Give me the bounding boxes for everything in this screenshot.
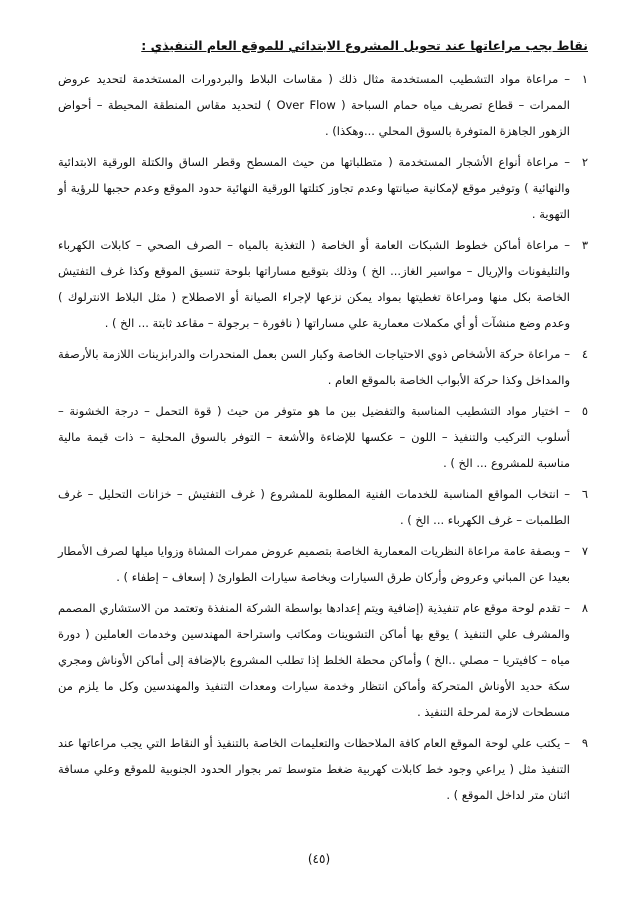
item-text: – مراعاة مواد التشطيب المستخدمة مثال ذلك ( مقاسات البلاط والبردورات المستخدمة لتحديد عروض الممرات – قطاع تصريف مياه حمام السباحة ( Over Flow ) لتحديد مقاس المنطقة المحيطة – أحواض الزهور الجاهزة المتوفرة بالسوق المحلي ...وهكذا) . bbox=[58, 72, 570, 138]
item-text: – وبصفة عامة مراعاة النظريات المعمارية الخاصة بتصميم عروض ممرات المشاة وزوايا ميلها لصرف الأمطار بعيدا عن المباني وعروض وأركان طرق السيارات وبخاصة سيارات الطوارئ ( إسعاف – إطفاء ) . bbox=[58, 544, 570, 584]
list-item bbox=[58, 232, 588, 336]
item-text: – مراعاة حركة الأشخاص ذوي الاحتياجات الخاصة وكبار السن بعمل المنحدرات والدرابزينات اللازمة بالأرصفة والمداخل وكذا حركة الأبواب الخاصة بالموقع العام . bbox=[58, 347, 570, 387]
list-item bbox=[58, 149, 588, 227]
item-number: ٩ bbox=[581, 736, 588, 750]
list-item bbox=[58, 341, 588, 393]
item-text: – تقدم لوحة موقع عام تنفيذية (إضافية ويتم إعدادها بواسطة الشركة المنفذة وتعتمد من الاستشاري المصمم والمشرف علي التنفيذ ) يوقع بها أماكن التشوينات ومكاتب واستراحة المهندسين وخدمات العاملين ( دورة مياه – كافيتريا – مصلي ..الخ ) وأماكن محطة الخلط إذا تطلب المشروع بالإضافة إلى أماكن الأوناش ومجري سكة حديد الأوناش المتحركة وأماكن انتظار وخدمة سيارات ومعدات التنفيذ والمهندسين وكل ما يلزم من مسطحات لازمة لمرحلة التنفيذ . bbox=[58, 601, 570, 719]
item-text: – مراعاة أنواع الأشجار المستخدمة ( متطلباتها من حيث المسطح وقطر الساق والكتلة الورقية الابتدائية والنهائية ) وتوفير موقع لإمكانية صيانتها وعدم تجاوز كتلتها الورقية النهائية حدود الموقع وعدم حجبها للرؤية أو التهوية . bbox=[58, 155, 570, 221]
list-item bbox=[58, 398, 588, 476]
list-item bbox=[58, 730, 588, 808]
document-page bbox=[58, 36, 588, 813]
item-text: – مراعاة أماكن خطوط الشبكات العامة أو الخاصة ( التغذية بالمياه – الصرف الصحي – كابلات الكهرباء والتليفونات والإريال – مواسير الغاز... الخ ) وذلك بتوقيع مساراتها بلوحة تنسيق الموقع وكذا غرف التفتيش الخاصة بكل منها ومراعاة تغطيتها بمواد يمكن نزعها لإجراء الصيانة أو الاصطلاح ( مثل البلاط الانترلوك ) وعدم وضع منشآت أو أي مكملات معمارية علي مساراتها ( نافورة – برجولة – مقاعد ثابتة ... الخ ) . bbox=[58, 238, 570, 330]
item-number: ١ bbox=[581, 72, 588, 86]
page-number: (٤٥) bbox=[307, 852, 331, 866]
list-item bbox=[58, 481, 588, 533]
item-number: ٧ bbox=[581, 544, 588, 558]
item-text: – اختيار مواد التشطيب المناسبة والتفضيل بين ما هو متوفر من حيث ( قوة التحمل – درجة الخشونة – أسلوب التركيب والتنفيذ – اللون – عكسها للإضاءة والأشعة – التوفر بالسوق المحلية – ذات قيمة مالية مناسبة للمشروع ... الخ ) . bbox=[58, 404, 570, 470]
item-text: – انتخاب المواقع المناسبة للخدمات الفنية المطلوبة للمشروع ( غرف التفتيش – خزانات التحليل – غرف الطلمبات – غرف الكهرباء ... الخ ) . bbox=[58, 487, 570, 527]
list-item bbox=[58, 595, 588, 725]
list-item bbox=[58, 538, 588, 590]
item-number: ٤ bbox=[581, 347, 588, 361]
item-text: – يكتب علي لوحة الموقع العام كافة الملاحظات والتعليمات الخاصة بالتنفيذ أو النقاط التي يجب مراعاتها عند التنفيذ مثل ( يراعي وجود خط كابلات كهربية ضغط متوسط تمر بجوار الحدود الجنوبية للموقع وعلي مسافة اثنان متر لداخل الموقع ) . bbox=[58, 736, 570, 802]
list-item bbox=[58, 66, 588, 144]
item-number: ٦ bbox=[581, 487, 588, 501]
section-heading: نقاط يجب مراعاتها عند تحويل المشروع الابتدائي للموقع العام التنفيذي : bbox=[141, 38, 588, 53]
item-number: ٢ bbox=[581, 155, 588, 169]
item-number: ٨ bbox=[581, 601, 588, 615]
item-number: ٣ bbox=[581, 238, 588, 252]
item-number: ٥ bbox=[581, 404, 588, 418]
